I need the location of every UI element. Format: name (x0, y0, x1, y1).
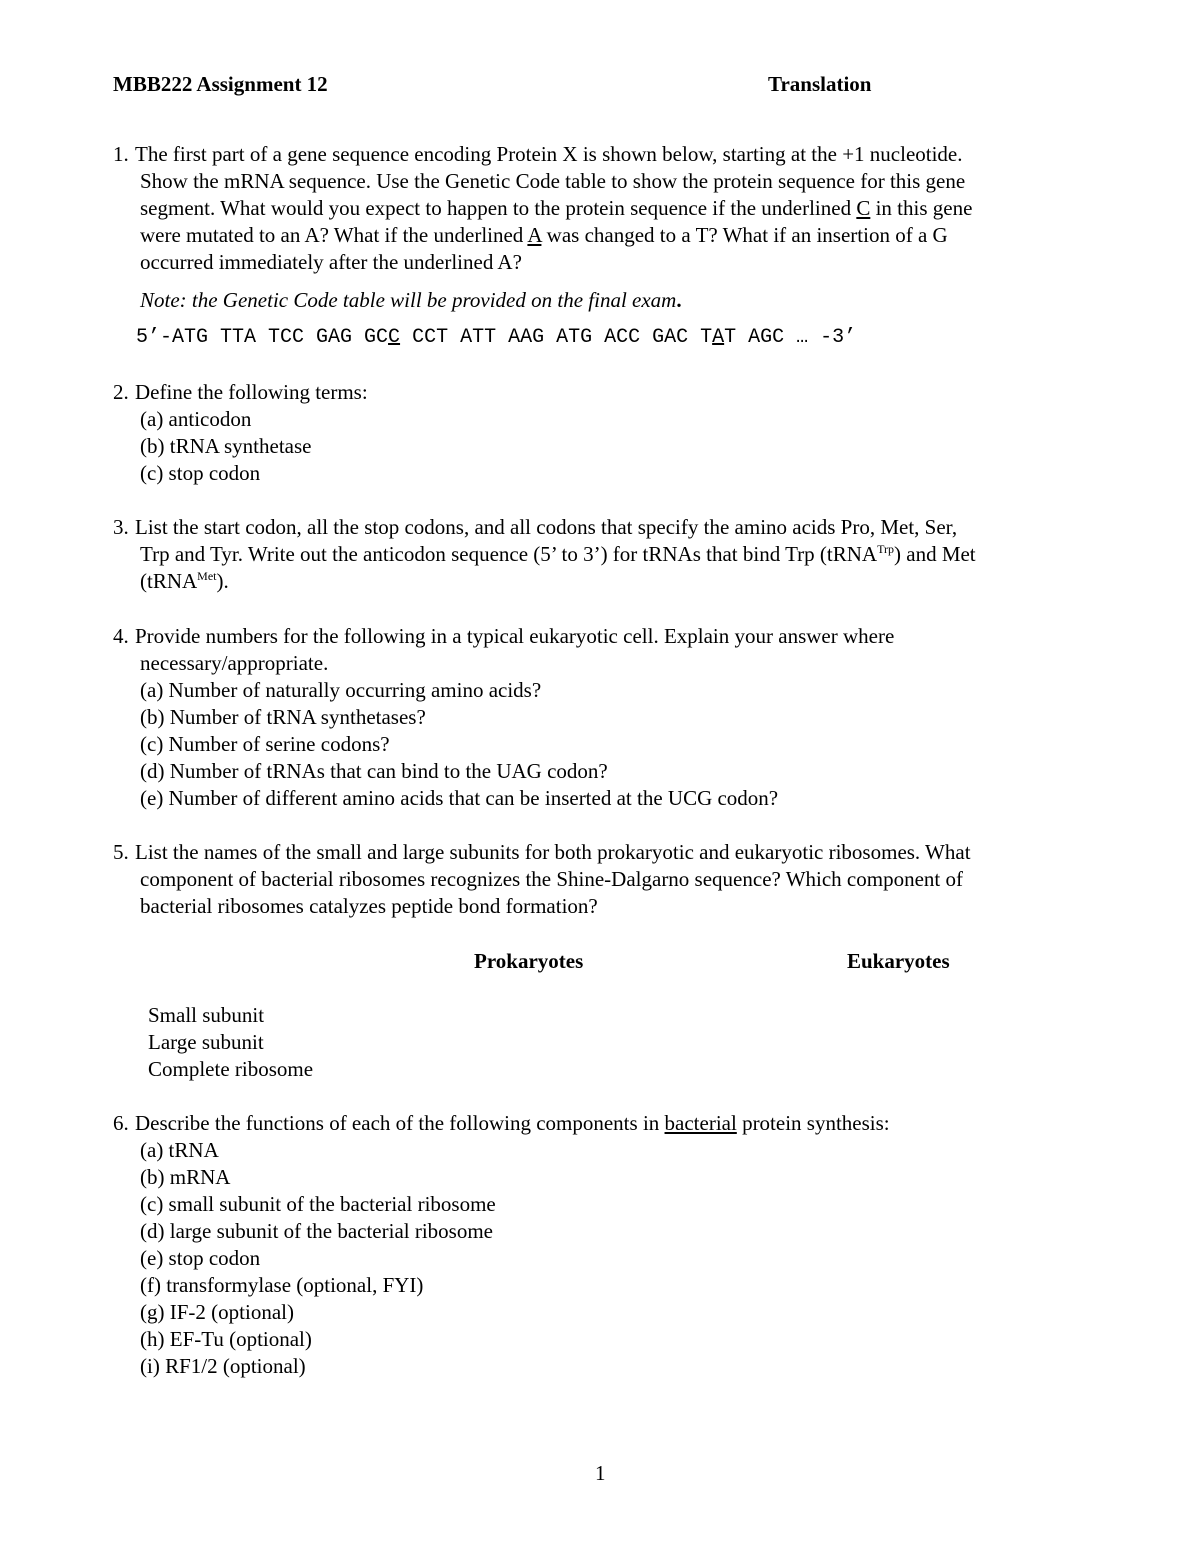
gene-sequence-part-3: T AGC … -3’ (724, 326, 857, 349)
q1-line-4-end: was changed to a T? What if an insertion of a G (541, 223, 948, 247)
q3-line-2-end: ) and Met (894, 542, 976, 566)
q6-item-i: (i) RF1/2 (optional) (140, 1354, 306, 1378)
q2-item-b: (b) tRNA synthetase (140, 434, 312, 458)
gene-sequence-underlined-c: C (388, 326, 401, 349)
q6-line-1-end: protein synthesis: (736, 1111, 890, 1135)
q6-underlined-bacterial: bacterial (664, 1111, 737, 1135)
q4-item-d: (d) Number of tRNAs that can bind to the UAG codon? (140, 759, 608, 783)
q1-line-4 (140, 222, 948, 249)
q2-number: 2. (113, 380, 129, 404)
ribosome-row-large-subunit: Large subunit (148, 1030, 264, 1054)
ribosome-row-small-subunit: Small subunit (148, 1003, 265, 1027)
q6-item-b: (b) mRNA (140, 1165, 231, 1189)
q3-line-3-end: ). (216, 569, 229, 593)
q2-title: Define the following terms: (135, 380, 368, 404)
q1-line-1: The first part of a gene sequence encoding Protein X is shown below, starting at the +1 nucleotide. (135, 142, 963, 166)
q2-item-a: (a) anticodon (140, 407, 252, 431)
q1-line-3-start: segment. What would you expect to happen to the protein sequence if the underlined (140, 196, 857, 220)
q4-item-c: (c) Number of serine codons? (140, 732, 390, 756)
q1-line-4-start: were mutated to an A? What if the underlined (140, 223, 528, 247)
q4-item-e: (e) Number of different amino acids that can be inserted at the UCG codon? (140, 786, 779, 810)
q4-line-2: necessary/appropriate. (140, 651, 329, 675)
q4-item-b: (b) Number of tRNA synthetases? (140, 705, 426, 729)
q3-line-1: List the start codon, all the stop codons, and all codons that specify the amino acids Pro, Met, Ser, (135, 515, 958, 539)
assignment-title: MBB222 Assignment 12 (113, 72, 328, 96)
q5-number: 5. (113, 840, 129, 864)
q6-item-f: (f) transformylase (optional, FYI) (140, 1273, 424, 1297)
gene-sequence (136, 324, 856, 351)
q6-item-e: (e) stop codon (140, 1246, 261, 1270)
gene-sequence-part-1: 5’-ATG TTA TCC GAG GC (136, 326, 389, 349)
q3-line-2-start: Trp and Tyr. Write out the anticodon sequence (5’ to 3’) for tRNAs that bind Trp (tRNA (140, 542, 878, 566)
q5-line-2: component of bacterial ribosomes recognizes the Shine-Dalgarno sequence? Which component of (140, 867, 963, 891)
ribosome-table-header-prokaryotes: Prokaryotes (474, 949, 584, 973)
q3-line-3-start: (tRNA (140, 569, 198, 593)
q2-item-c: (c) stop codon (140, 461, 261, 485)
q3-trp-superscript: Trp (877, 542, 894, 556)
q1-note-text: Note: the Genetic Code table will be provided on the final exam (140, 288, 677, 312)
q3-met-superscript: Met (197, 569, 217, 583)
q6-item-d: (d) large subunit of the bacterial ribosome (140, 1219, 494, 1243)
gene-sequence-underlined-a: A (712, 326, 725, 349)
q1-number: 1. (113, 142, 129, 166)
q6-item-g: (g) IF-2 (optional) (140, 1300, 294, 1324)
q6-item-c: (c) small subunit of the bacterial ribosome (140, 1192, 496, 1216)
q1-note (140, 287, 682, 314)
q1-underlined-c: C (856, 196, 871, 220)
q1-line-2: Show the mRNA sequence. Use the Genetic Code table to show the protein sequence for this gene (140, 169, 966, 193)
q3-number: 3. (113, 515, 129, 539)
q1-underlined-a: A (527, 223, 542, 247)
q1-line-5: occurred immediately after the underlined A? (140, 250, 522, 274)
q3-line-3 (140, 568, 229, 595)
q1-line-3-end: in this gene (870, 196, 973, 220)
q4-line-1: Provide numbers for the following in a typical eukaryotic cell. Explain your answer where (135, 624, 895, 648)
q6-line-1-start: Describe the functions of each of the following components in (135, 1111, 665, 1135)
q5-line-3: bacterial ribosomes catalyzes peptide bond formation? (140, 894, 598, 918)
q6-item-h: (h) EF-Tu (optional) (140, 1327, 312, 1351)
q6-item-a: (a) tRNA (140, 1138, 219, 1162)
gene-sequence-part-2: CCT ATT AAG ATG ACC GAC T (400, 326, 713, 349)
q6-number: 6. (113, 1111, 129, 1135)
ribosome-table-header-eukaryotes: Eukaryotes (847, 949, 950, 973)
q5-line-1: List the names of the small and large subunits for both prokaryotic and eukaryotic ribosomes. What (135, 840, 971, 864)
q6-line-1 (135, 1110, 890, 1137)
q4-number: 4. (113, 624, 129, 648)
q3-line-2 (140, 541, 976, 568)
topic-title: Translation (768, 72, 872, 96)
q1-note-period: . (676, 288, 682, 312)
q1-line-3 (140, 195, 972, 222)
ribosome-row-complete: Complete ribosome (148, 1057, 314, 1081)
page-number: 1 (595, 1461, 606, 1485)
q4-item-a: (a) Number of naturally occurring amino acids? (140, 678, 542, 702)
